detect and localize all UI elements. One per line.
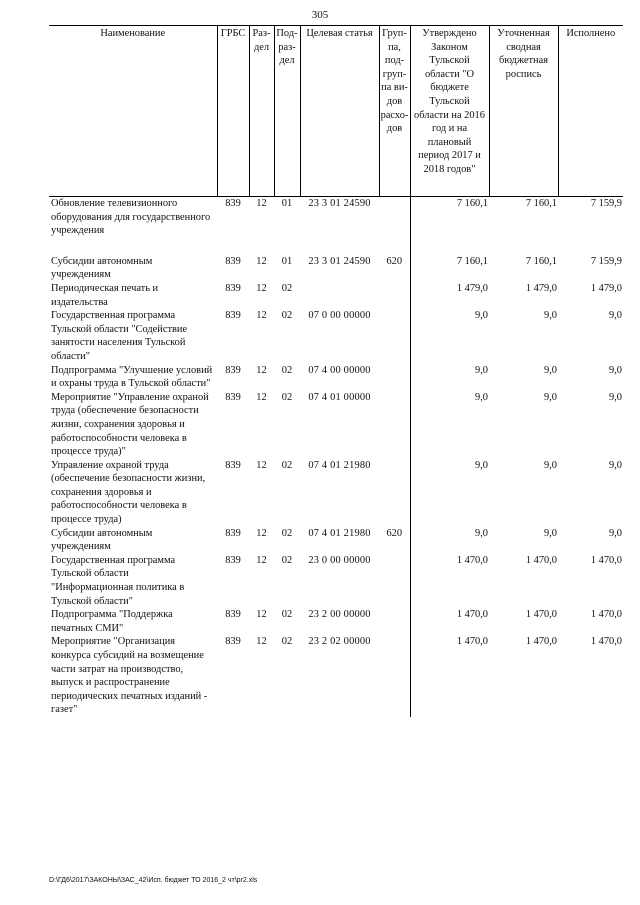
table-row: [49, 364, 623, 391]
column-header-grbs: ГРБС: [217, 26, 249, 197]
cell-gruppa: [379, 608, 410, 635]
cell-celevaya-statya: 23 0 00 00000: [308, 554, 371, 566]
column-header-utverzhdeno: Утверждено Законом Тульской области "О бюджете Тульской области на 2016 год и на плановый период 2017 и 2018 годов": [410, 26, 489, 197]
cell-utochnennaya: 1 470,0: [525, 609, 557, 621]
cell-gruppa: [379, 635, 410, 717]
cell-podrazdel: 02: [281, 554, 293, 566]
table-row: [49, 459, 623, 527]
cell-celevaya-statya: [300, 282, 379, 309]
table-row: [49, 635, 623, 717]
cell-podrazdel: 02: [281, 636, 293, 648]
cell-grbs: 839: [225, 609, 241, 621]
cell-razdel: 12: [256, 255, 267, 267]
cell-name: Периодическая печать и издательства: [51, 282, 159, 308]
cell-podrazdel: 02: [281, 391, 293, 403]
cell-podrazdel: 02: [281, 459, 293, 471]
cell-ispolneno: 9,0: [609, 459, 622, 471]
cell-utverzhdeno: 1 470,0: [410, 608, 489, 635]
cell-utverzhdeno: 9,0: [410, 364, 489, 391]
table-row: [49, 197, 623, 255]
cell-celevaya-statya: 23 3 01 24590: [308, 255, 371, 267]
cell-name: Управление охраной труда (обеспечение безопасности жизни, сохранения здоровья и работоспособности человека в процессе труда): [51, 459, 206, 526]
cell-gruppa: 620: [386, 527, 403, 539]
cell-ispolneno: 1 470,0: [590, 554, 622, 566]
cell-name: Государственная программа Тульской области "Информационная политика в Тульской области": [51, 554, 185, 607]
cell-razdel: 12: [256, 391, 267, 403]
cell-ispolneno: 9,0: [609, 391, 622, 403]
table-row: [49, 608, 623, 635]
cell-utverzhdeno: 9,0: [410, 309, 489, 363]
cell-utochnennaya: 1 470,0: [525, 554, 557, 566]
cell-podrazdel: 02: [281, 364, 293, 376]
cell-podrazdel: 02: [281, 527, 293, 539]
cell-utverzhdeno: 1 479,0: [410, 282, 489, 309]
cell-celevaya-statya: 07 4 01 21980: [308, 459, 371, 471]
cell-ispolneno: 7 159,9: [590, 255, 622, 267]
cell-celevaya-statya: 23 2 02 00000: [308, 636, 371, 648]
column-header-ispolneno: Исполнено: [558, 26, 623, 197]
footer-file-path: D:\ГД6\2017\ЗАКОНЫ\ЗАС_42\Исп. бюджет ТО 2016_2 чт\pr2.xls: [49, 877, 258, 884]
column-header-gruppa: Груп- па, под- груп- па ви- дов расхо- дов: [379, 26, 410, 197]
cell-utochnennaya: 1 479,0: [525, 282, 557, 294]
cell-celevaya-statya: 07 0 00 00000: [308, 310, 371, 322]
cell-utverzhdeno: 9,0: [410, 391, 489, 459]
cell-grbs: 839: [225, 391, 241, 403]
budget-table-container: [49, 25, 623, 717]
cell-utochnennaya: 9,0: [544, 310, 557, 322]
table-row: [49, 255, 623, 282]
cell-name: Подпрограмма "Улучшение условий и охраны труда в Тульской области": [51, 364, 213, 390]
cell-ispolneno: 9,0: [609, 364, 622, 376]
cell-ispolneno: 7 159,9: [590, 198, 622, 209]
cell-podrazdel: 02: [281, 609, 293, 621]
cell-celevaya-statya: 07 4 01 00000: [308, 391, 371, 403]
cell-name: Государственная программа Тульской области "Содействие занятости населения Тульской области": [51, 310, 188, 362]
cell-ispolneno: 1 479,0: [590, 282, 622, 294]
cell-gruppa: [379, 197, 410, 255]
column-header-utochnennaya: Уточненная сводная бюджетная роспись: [489, 26, 558, 197]
cell-podrazdel: 01: [281, 255, 293, 267]
cell-utochnennaya: 9,0: [544, 391, 557, 403]
cell-celevaya-statya: 23 3 01 24590: [308, 198, 371, 209]
cell-gruppa: [379, 309, 410, 363]
cell-razdel: 12: [256, 198, 267, 209]
cell-utochnennaya: 7 160,1: [525, 198, 557, 209]
cell-utverzhdeno: 7 160,1: [410, 197, 489, 255]
cell-gruppa: 620: [386, 255, 403, 267]
cell-grbs: 839: [225, 527, 241, 539]
column-header-podrazdel: Под- раз- дел: [274, 26, 300, 197]
cell-ispolneno: 9,0: [609, 310, 622, 322]
cell-grbs: 839: [225, 459, 241, 471]
budget-table: [49, 25, 623, 717]
cell-gruppa: [379, 364, 410, 391]
cell-grbs: 839: [225, 554, 241, 566]
table-row: [49, 527, 623, 554]
table-row: [49, 554, 623, 608]
cell-razdel: 12: [256, 459, 267, 471]
cell-grbs: 839: [225, 198, 241, 209]
cell-utochnennaya: 7 160,1: [525, 255, 557, 267]
cell-razdel: 12: [256, 636, 267, 648]
cell-razdel: 12: [256, 310, 267, 322]
cell-utochnennaya: 9,0: [544, 459, 557, 471]
cell-ispolneno: 1 470,0: [590, 609, 622, 621]
table-row: [49, 309, 623, 363]
cell-razdel: 12: [256, 282, 267, 294]
cell-name: Подпрограмма "Поддержка печатных СМИ": [51, 609, 173, 634]
cell-utochnennaya: 9,0: [544, 364, 557, 376]
cell-gruppa: [379, 282, 410, 309]
column-header-razdel: Раз- дел: [249, 26, 274, 197]
cell-utverzhdeno: 7 160,1: [410, 255, 489, 282]
cell-name: Мероприятие "Организация конкурса субсидий на возмещение части затрат на производство, выпуск и распространение периодических печатных изданий - газет": [51, 636, 208, 716]
cell-name: Мероприятие "Управление охраной труда (обеспечение безопасности жизни, сохранения здоровья и работоспособности человека в процессе труда)": [51, 391, 209, 458]
cell-utverzhdeno: 9,0: [410, 527, 489, 554]
table-row: [49, 282, 623, 309]
table-body: [49, 197, 623, 717]
cell-grbs: 839: [225, 364, 241, 376]
cell-gruppa: [379, 554, 410, 608]
column-header-name: Наименование: [49, 26, 217, 197]
cell-utverzhdeno: 1 470,0: [410, 554, 489, 608]
column-header-celevaya: Целевая статья: [300, 26, 379, 197]
cell-utverzhdeno: 9,0: [410, 459, 489, 527]
cell-utochnennaya: 1 470,0: [525, 636, 557, 648]
cell-name: Обновление телевизионного оборудования для государственного учреждения: [51, 198, 211, 237]
cell-grbs: 839: [225, 310, 241, 322]
cell-name: Субсидии автономным учреждениям: [51, 527, 153, 553]
cell-podrazdel: 01: [281, 198, 293, 209]
cell-razdel: 12: [256, 364, 267, 376]
cell-name: Субсидии автономным учреждениям: [51, 255, 153, 281]
cell-razdel: 12: [256, 609, 267, 621]
cell-utverzhdeno: 1 470,0: [410, 635, 489, 717]
table-header-row: [49, 26, 623, 197]
cell-podrazdel: 02: [281, 310, 293, 322]
cell-utochnennaya: 9,0: [544, 527, 557, 539]
cell-podrazdel: 02: [281, 282, 293, 294]
cell-celevaya-statya: 07 4 01 21980: [308, 527, 371, 539]
page-number: 305: [311, 9, 329, 21]
table-row: [49, 391, 623, 459]
cell-gruppa: [379, 459, 410, 527]
cell-ispolneno: 1 470,0: [590, 636, 622, 648]
cell-ispolneno: 9,0: [609, 527, 622, 539]
cell-celevaya-statya: 07 4 00 00000: [308, 364, 371, 376]
cell-grbs: 839: [225, 282, 241, 294]
cell-grbs: 839: [225, 636, 241, 648]
cell-razdel: 12: [256, 554, 267, 566]
cell-gruppa: [379, 391, 410, 459]
cell-razdel: 12: [256, 527, 267, 539]
cell-celevaya-statya: 23 2 00 00000: [308, 609, 371, 621]
cell-grbs: 839: [225, 255, 241, 267]
